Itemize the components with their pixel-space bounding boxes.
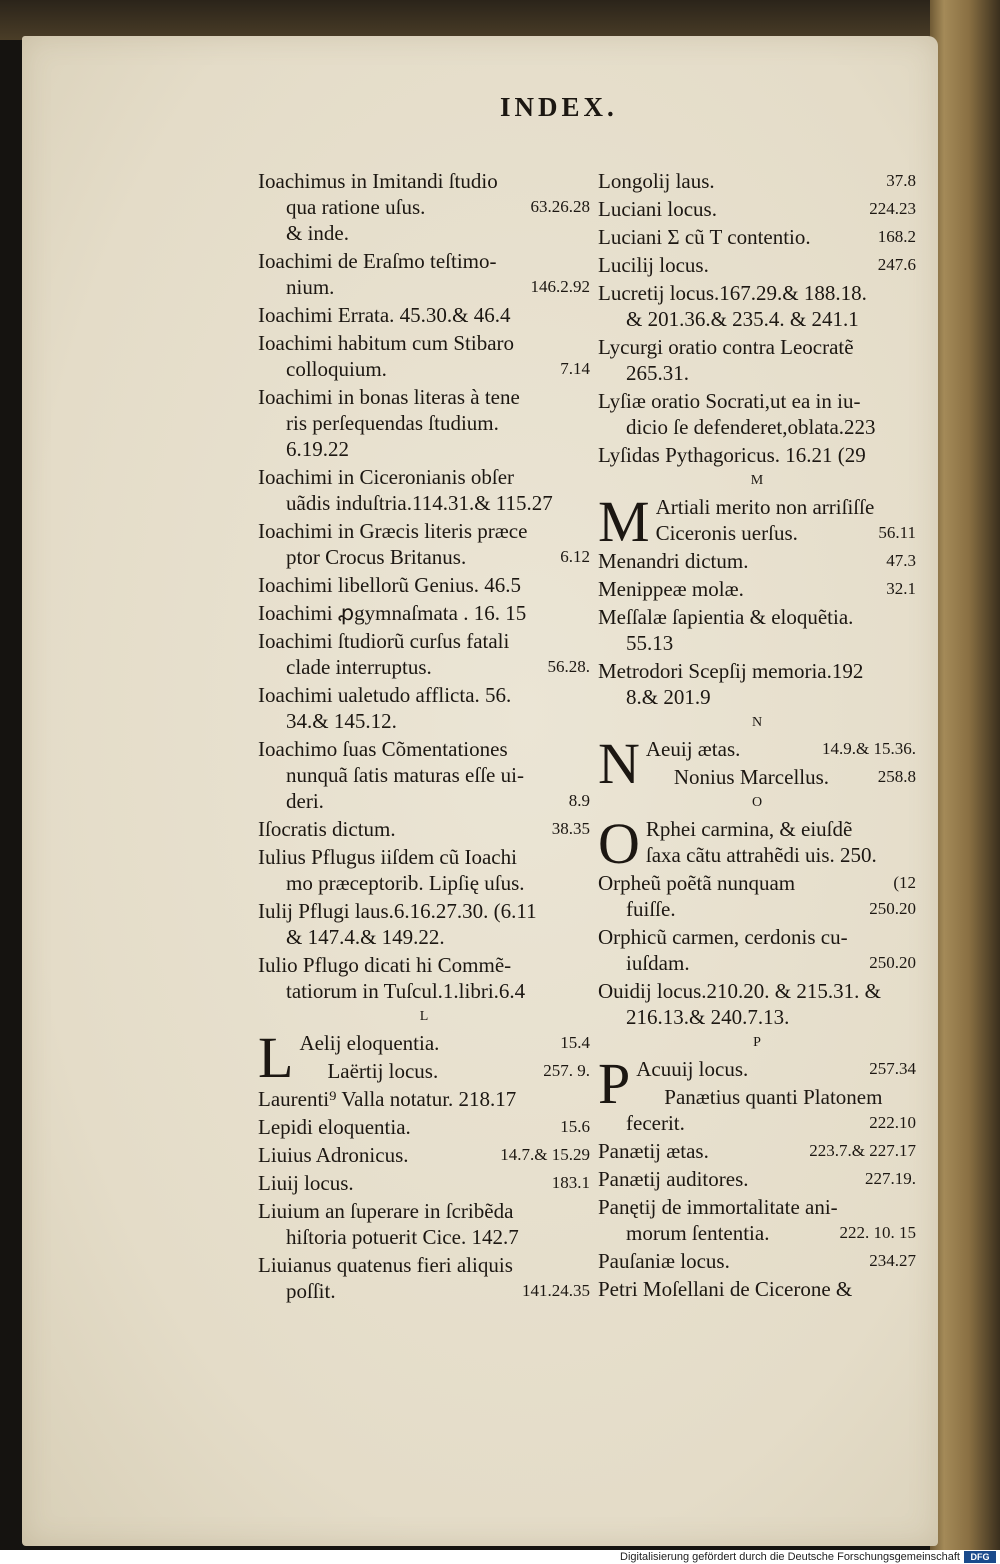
entry-text: ptor Crocus Britanus. [286, 545, 467, 569]
page-header: INDEX. [500, 92, 618, 122]
entry-reference: 250.20 [869, 899, 916, 918]
entry-line: & inde. [286, 221, 349, 245]
entry-line: hiſtoria potuerit Cice. 142.7 [286, 1225, 519, 1249]
entry-line [598, 950, 916, 976]
entry-reference: 141.24.35 [522, 1281, 590, 1300]
drop-capital: O [598, 811, 640, 876]
entry-line [258, 788, 590, 814]
index-entry [258, 898, 590, 950]
entry-line: Ioachimi in Græcis literis præce [258, 519, 528, 543]
footer-bar [0, 1550, 1000, 1564]
left-entries-l [258, 1025, 590, 1304]
entry-reference: 63.26.28 [530, 197, 590, 216]
index-entry [258, 1058, 590, 1084]
entry-reference: 224.23 [869, 199, 916, 218]
index-entry [598, 1166, 916, 1192]
entry-line [598, 196, 916, 222]
entry-line: Ouidij locus.210.20. & 215.31. & [598, 979, 881, 1003]
entry-line: Metrodori Scepſij memoria.192 [598, 659, 864, 683]
right-entries-p [598, 1051, 916, 1302]
entry-reference: 234.27 [869, 1251, 916, 1270]
entry-text: Pauſaniæ locus. [598, 1249, 730, 1273]
entry-reference: (12 [893, 873, 916, 892]
index-entry [598, 811, 916, 876]
index-entry [598, 658, 916, 710]
section-letter-m: M [750, 473, 764, 488]
index-entry [598, 442, 916, 468]
right-entries-o [598, 811, 916, 1030]
entry-reference: 227.19. [865, 1169, 916, 1188]
entry-line: Iulij Pflugi laus.6.16.27.30. (6.11 [258, 899, 537, 923]
entry-line: Petri Moſellani de Cicerone & [598, 1277, 853, 1301]
entry-line [598, 224, 916, 250]
entry-line [598, 576, 916, 602]
entry-line: Rphei carmina, & eiuſdẽ [645, 817, 853, 841]
entry-line: 265.31. [626, 361, 689, 385]
entry-line [299, 1030, 590, 1056]
entry-reference: 15.4 [560, 1033, 590, 1052]
entry-line [258, 544, 590, 570]
index-entry [598, 924, 916, 976]
entry-line: Liuianus quatenus fieri aliquis [258, 1253, 513, 1277]
entry-text: Nonius Marcellus. [673, 765, 830, 789]
entry-text: Aeuij ætas. [645, 737, 741, 761]
entry-line: Laurenti⁹ Valla notatur. 218.17 [258, 1087, 517, 1111]
entry-line [258, 1278, 590, 1304]
index-entry [258, 248, 590, 300]
entry-text: Orpheũ poẽtã nunquam [598, 871, 796, 895]
page-edge-shadow [930, 0, 1000, 1550]
entry-line: 216.13.& 240.7.13. [626, 1005, 790, 1029]
entry-line: Iulius Pflugus iiſdem cũ Ioachi [258, 845, 517, 869]
entry-line: Lycurgi oratio contra Leocratẽ [598, 335, 854, 359]
entry-line: Ioachimi libellorũ Genius. 46.5 [258, 573, 522, 597]
entry-line [258, 654, 590, 680]
entry-reference: 257.34 [869, 1059, 916, 1078]
index-column-right [598, 168, 916, 1304]
entry-reference: 247.6 [877, 255, 916, 274]
entry-text: Lepidi eloquentia. [258, 1115, 411, 1139]
entry-text: colloquium. [286, 357, 387, 381]
entry-line: Ioachimi in Ciceronianis obſer [258, 465, 515, 489]
entry-reference: 146.2.92 [530, 277, 590, 296]
entry-text: Iſocratis dictum. [258, 817, 396, 841]
entry-text: Menandri dictum. [598, 549, 749, 573]
entry-text: fecerit. [626, 1111, 685, 1135]
entry-line [258, 816, 590, 842]
entry-line: 6.19.22 [286, 437, 349, 461]
entry-reference: 14.9.& 15.36. [822, 739, 916, 758]
entry-line [636, 1056, 916, 1082]
right-entries-m [598, 489, 916, 710]
drop-capital: L [258, 1025, 294, 1090]
entry-line [598, 896, 916, 922]
index-entry [598, 978, 916, 1030]
index-entry [598, 1276, 916, 1302]
index-entry [598, 548, 916, 574]
entry-text: Panætij ætas. [598, 1139, 709, 1163]
entry-line: tatiorum in Tuſcul.1.libri.6.4 [286, 979, 526, 1003]
entry-line: ris perſequendas ſtudium. [286, 411, 499, 435]
index-entry [258, 464, 590, 516]
entry-line [656, 520, 916, 546]
index-entry [598, 224, 916, 250]
entry-line: Orphicũ carmen, cerdonis cu- [598, 925, 848, 949]
index-entry [258, 330, 590, 382]
index-entry [598, 252, 916, 278]
entry-line [646, 764, 916, 790]
entry-text: Liuius Adronicus. [258, 1143, 409, 1167]
entry-line [598, 1138, 916, 1164]
drop-capital: M [598, 489, 650, 554]
entry-line [598, 1220, 916, 1246]
entry-reference: 32.1 [886, 579, 916, 598]
top-edge [0, 0, 1000, 40]
entry-line: Liuium an ſuperare in ſcribẽda [258, 1199, 514, 1223]
entry-line: Ioachimi Errata. 45.30.& 46.4 [258, 303, 511, 327]
entry-line: Artiali merito non arriſiſſe [655, 495, 875, 519]
entry-line: Ioachimi ualetudo afflicta. 56. [258, 683, 512, 707]
entry-reference: 257. 9. [543, 1061, 590, 1080]
entry-line: & 201.36.& 235.4. & 241.1 [626, 307, 859, 331]
left-entries [258, 168, 590, 1004]
index-entry [258, 1086, 590, 1112]
entry-line: Lyſiæ oratio Socrati,ut ea in iu- [598, 389, 861, 413]
entry-line: 34.& 145.12. [286, 709, 397, 733]
entry-reference: 38.35 [551, 819, 590, 838]
entry-line [258, 1114, 590, 1140]
index-entry [598, 489, 916, 554]
entry-line [258, 274, 590, 300]
entry-text: clade interruptus. [286, 655, 432, 679]
entry-text: Luciani Σ cũ T contentio. [598, 225, 811, 249]
section-letter-n: N [751, 715, 763, 730]
entry-text: iuſdam. [626, 951, 690, 975]
index-column-left [258, 168, 590, 1306]
entry-text: fuiſſe. [626, 897, 676, 921]
index-entry [258, 1170, 590, 1196]
index-entry [258, 952, 590, 1004]
entry-reference: 8.9 [568, 791, 590, 810]
index-entry [258, 628, 590, 680]
entry-reference: 250.20 [869, 953, 916, 972]
entry-line: Ioachimi de Eraſmo teſtimo- [258, 249, 497, 273]
right-entries [598, 168, 916, 468]
index-entry [258, 736, 590, 814]
footer-credit: Digitalisierung gefördert durch die Deutsche Forschungsgemeinschaft [620, 1551, 960, 1563]
index-entry [258, 600, 590, 626]
entry-text: deri. [286, 789, 324, 813]
entry-line: Panætius quanti Platonem [664, 1085, 883, 1109]
entry-reference: 222.10 [869, 1113, 916, 1132]
entry-reference: 37.8 [886, 171, 916, 190]
entry-line [598, 1248, 916, 1274]
entry-line [299, 1058, 590, 1084]
index-entry [258, 844, 590, 896]
entry-text: qua ratione uſus. [286, 195, 426, 219]
entry-line [598, 870, 916, 896]
section-letter-l: L [419, 1009, 429, 1024]
entry-text: Longolij laus. [598, 169, 715, 193]
entry-line [598, 1166, 916, 1192]
entry-line [258, 356, 590, 382]
index-entry [598, 196, 916, 222]
index-entry [598, 280, 916, 332]
entry-reference: 258.8 [877, 767, 916, 786]
index-entry [598, 168, 916, 194]
entry-line: Ioachimi ꝓgymnaſmata . 16. 15 [258, 601, 527, 625]
entry-line: Meſſalæ ſapientia & eloquẽtia. [598, 605, 854, 629]
section-letter-o: O [751, 795, 763, 810]
entry-reference: 6.12 [560, 547, 590, 566]
entry-line [598, 1110, 916, 1136]
entry-line: uãdis induſtria.114.31.& 115.27 [286, 491, 553, 515]
entry-reference: 56.28. [547, 657, 590, 676]
entry-line: ſaxa cãtu attrahẽdi uis. 250. [645, 843, 877, 867]
index-entry [598, 604, 916, 656]
entry-line: dicio ſe defenderet,oblata.223 [626, 415, 876, 439]
entry-line: Lyſidas Pythagoricus. 16.21 (29 [598, 443, 866, 467]
index-entry [258, 572, 590, 598]
entry-text: Panætij auditores. [598, 1167, 749, 1191]
index-entry [258, 816, 590, 842]
entry-line [258, 1170, 590, 1196]
entry-reference: 7.14 [560, 359, 590, 378]
entry-text: Liuij locus. [258, 1171, 354, 1195]
entry-reference: 223.7.& 227.17 [809, 1141, 916, 1160]
entry-line: Ioachimi habitum cum Stibaro [258, 331, 515, 355]
entry-text: morum ſententia. [626, 1221, 770, 1245]
index-entry [598, 1138, 916, 1164]
entry-text: Aelij eloquentia. [299, 1031, 440, 1055]
index-entry [598, 1248, 916, 1274]
index-entry [598, 764, 916, 790]
entry-line: Iulio Pflugo dicati hi Commẽ- [258, 953, 512, 977]
index-entry [598, 1084, 916, 1136]
entry-reference: 168.2 [877, 227, 916, 246]
entry-text: poſſit. [286, 1279, 336, 1303]
entry-reference: 15.6 [560, 1117, 590, 1136]
entry-reference: 222. 10. 15 [839, 1223, 916, 1242]
entry-text: Lucilij locus. [598, 253, 709, 277]
index-entry [598, 388, 916, 440]
entry-line: & 147.4.& 149.22. [286, 925, 445, 949]
entry-line [258, 1142, 590, 1168]
entry-line: Panętij de immortalitate ani- [598, 1195, 838, 1219]
entry-text: Laërtij locus. [327, 1059, 439, 1083]
entry-text: Menippeæ molæ. [598, 577, 744, 601]
entry-line: 8.& 201.9 [626, 685, 711, 709]
index-entry [258, 384, 590, 462]
entry-line: 55.13 [626, 631, 674, 655]
entry-line: Lucretij locus.167.29.& 188.18. [598, 281, 867, 305]
entry-text: Luciani locus. [598, 197, 717, 221]
index-entry [258, 168, 590, 246]
entry-line: mo præceptorib. Lipſię uſus. [286, 871, 525, 895]
entry-text: Ciceronis uerſus. [655, 521, 798, 545]
entry-reference: 14.7.& 15.29 [500, 1145, 590, 1164]
entry-line [258, 194, 590, 220]
dfg-logo: DFG [964, 1551, 996, 1563]
right-entries-n [598, 731, 916, 796]
section-letter-p: P [753, 1035, 761, 1050]
entry-reference: 56.11 [878, 523, 916, 542]
index-entry [258, 302, 590, 328]
entry-reference: 183.1 [551, 1173, 590, 1192]
entry-line [598, 548, 916, 574]
index-entry [598, 1194, 916, 1246]
index-entry [258, 682, 590, 734]
entry-line [598, 252, 916, 278]
entry-line: Ioachimi ſtudiorũ curſus fatali [258, 629, 510, 653]
index-entry [598, 870, 916, 922]
drop-capital: N [598, 731, 640, 796]
entry-text: Acuuij locus. [636, 1057, 749, 1081]
index-entry [258, 1198, 590, 1250]
index-entry [598, 334, 916, 386]
drop-capital: P [598, 1051, 631, 1116]
index-entry [258, 1252, 590, 1304]
entry-line: Ioachimi in bonas literas à tene [258, 385, 520, 409]
entry-line [598, 168, 916, 194]
index-entry [598, 576, 916, 602]
index-entry [258, 1142, 590, 1168]
entry-text: nium. [286, 275, 335, 299]
index-entry [258, 518, 590, 570]
entry-line [646, 736, 916, 762]
entry-line: Ioachimo ſuas Cõmentationes [258, 737, 508, 761]
entry-reference: 47.3 [886, 551, 916, 570]
entry-line: Ioachimus in Imitandi ſtudio [258, 169, 498, 193]
index-entry [258, 1114, 590, 1140]
entry-line: nunquã ſatis maturas eſſe ui- [286, 763, 524, 787]
